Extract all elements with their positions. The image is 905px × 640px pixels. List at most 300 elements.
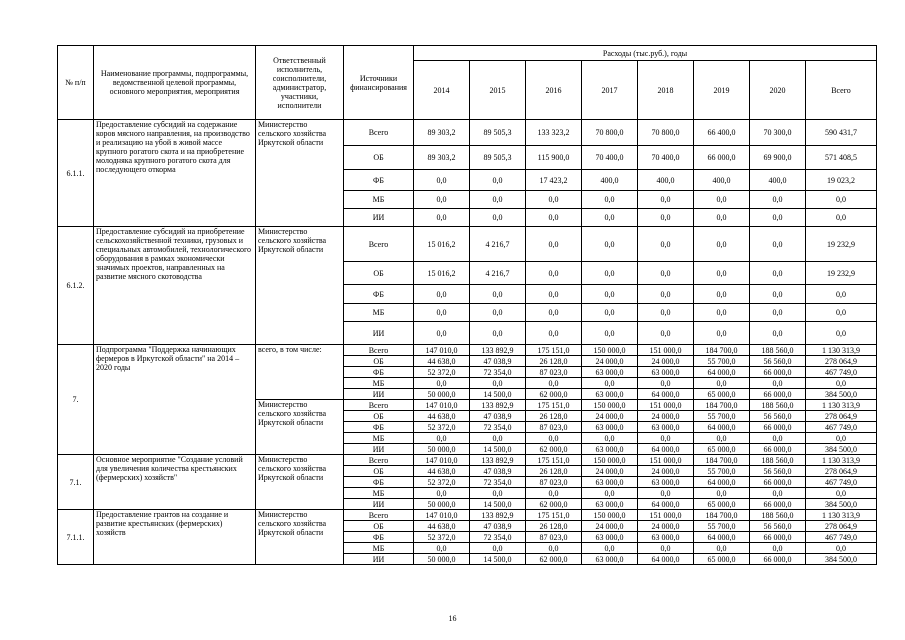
item-responsible: всего, в том числе: — [256, 345, 344, 400]
value-cell: 0,0 — [694, 262, 750, 285]
value-cell: 44 638,0 — [414, 356, 470, 367]
total-cell: 1 130 313,9 — [806, 400, 877, 411]
table-body — [58, 120, 877, 565]
value-cell: 400,0 — [694, 170, 750, 191]
value-cell: 72 354,0 — [470, 422, 526, 433]
header-year: 2020 — [750, 61, 806, 120]
total-cell: 278 064,9 — [806, 466, 877, 477]
value-cell: 63 000,0 — [582, 444, 638, 455]
value-cell: 0,0 — [470, 488, 526, 499]
value-cell: 133 892,9 — [470, 345, 526, 356]
value-cell: 47 038,9 — [470, 411, 526, 422]
table-row — [58, 510, 877, 521]
value-cell: 0,0 — [750, 262, 806, 285]
total-cell: 278 064,9 — [806, 356, 877, 367]
header-expenses: Расходы (тыс.руб.), годы — [414, 46, 877, 61]
value-cell: 70 800,0 — [638, 120, 694, 146]
total-cell: 467 749,0 — [806, 532, 877, 543]
total-cell: 0,0 — [806, 322, 877, 345]
header-year: 2019 — [694, 61, 750, 120]
value-cell: 151 000,0 — [638, 400, 694, 411]
value-cell: 72 354,0 — [470, 532, 526, 543]
value-cell: 24 000,0 — [638, 411, 694, 422]
total-cell: 278 064,9 — [806, 411, 877, 422]
value-cell: 63 000,0 — [582, 367, 638, 378]
value-cell: 70 300,0 — [750, 120, 806, 146]
value-cell: 0,0 — [526, 378, 582, 389]
header-total: Всего — [806, 61, 877, 120]
value-cell: 89 505,3 — [470, 146, 526, 170]
total-cell: 0,0 — [806, 304, 877, 322]
value-cell: 0,0 — [750, 191, 806, 209]
value-cell: 150 000,0 — [582, 455, 638, 466]
total-cell: 1 130 313,9 — [806, 510, 877, 521]
item-number: 7. — [58, 345, 94, 455]
value-cell: 0,0 — [750, 227, 806, 262]
value-cell: 55 700,0 — [694, 411, 750, 422]
total-cell: 19 232,9 — [806, 227, 877, 262]
value-cell: 52 372,0 — [414, 422, 470, 433]
value-cell: 0,0 — [526, 488, 582, 499]
value-cell: 150 000,0 — [582, 510, 638, 521]
item-number: 6.1.2. — [58, 227, 94, 345]
value-cell: 64 000,0 — [638, 554, 694, 565]
value-cell: 0,0 — [750, 433, 806, 444]
value-cell: 0,0 — [638, 227, 694, 262]
value-cell: 184 700,0 — [694, 400, 750, 411]
total-cell: 384 500,0 — [806, 554, 877, 565]
source-cell: ФБ — [344, 285, 414, 304]
item-name: Основное мероприятие "Создание условий для увеличения количества крестьянских (фермерских) хозяйств" — [94, 455, 256, 510]
value-cell: 50 000,0 — [414, 499, 470, 510]
value-cell: 63 000,0 — [582, 477, 638, 488]
finance-table — [57, 45, 877, 565]
value-cell: 147 010,0 — [414, 510, 470, 521]
value-cell: 0,0 — [526, 285, 582, 304]
value-cell: 0,0 — [694, 209, 750, 227]
source-cell: ИИ — [344, 499, 414, 510]
header-source: Источники финансирования — [344, 46, 414, 120]
table-row — [58, 227, 877, 262]
value-cell: 400,0 — [638, 170, 694, 191]
value-cell: 56 560,0 — [750, 466, 806, 477]
value-cell: 175 151,0 — [526, 400, 582, 411]
value-cell: 133 892,9 — [470, 455, 526, 466]
value-cell: 56 560,0 — [750, 521, 806, 532]
value-cell: 24 000,0 — [582, 521, 638, 532]
value-cell: 0,0 — [470, 170, 526, 191]
value-cell: 0,0 — [694, 304, 750, 322]
value-cell: 0,0 — [470, 285, 526, 304]
value-cell: 24 000,0 — [638, 356, 694, 367]
value-cell: 0,0 — [526, 227, 582, 262]
value-cell: 24 000,0 — [582, 466, 638, 477]
source-cell: ФБ — [344, 422, 414, 433]
total-cell: 384 500,0 — [806, 499, 877, 510]
value-cell: 0,0 — [470, 191, 526, 209]
value-cell: 0,0 — [694, 543, 750, 554]
item-responsible: Министерство сельского хозяйства Иркутской области — [256, 510, 344, 565]
value-cell: 400,0 — [750, 170, 806, 191]
value-cell: 0,0 — [638, 262, 694, 285]
value-cell: 87 023,0 — [526, 477, 582, 488]
total-cell: 19 232,9 — [806, 262, 877, 285]
value-cell: 0,0 — [414, 209, 470, 227]
value-cell: 47 038,9 — [470, 466, 526, 477]
value-cell: 66 000,0 — [694, 146, 750, 170]
value-cell: 150 000,0 — [582, 400, 638, 411]
value-cell: 0,0 — [582, 262, 638, 285]
total-cell: 0,0 — [806, 209, 877, 227]
value-cell: 89 303,2 — [414, 120, 470, 146]
header-year: 2017 — [582, 61, 638, 120]
value-cell: 63 000,0 — [582, 389, 638, 400]
value-cell: 0,0 — [526, 543, 582, 554]
value-cell: 72 354,0 — [470, 477, 526, 488]
value-cell: 0,0 — [582, 191, 638, 209]
value-cell: 15 016,2 — [414, 227, 470, 262]
value-cell: 63 000,0 — [638, 532, 694, 543]
value-cell: 63 000,0 — [582, 422, 638, 433]
value-cell: 62 000,0 — [526, 444, 582, 455]
value-cell: 47 038,9 — [470, 356, 526, 367]
value-cell: 0,0 — [638, 322, 694, 345]
value-cell: 87 023,0 — [526, 422, 582, 433]
value-cell: 0,0 — [470, 543, 526, 554]
value-cell: 0,0 — [750, 543, 806, 554]
source-cell: ИИ — [344, 209, 414, 227]
value-cell: 0,0 — [414, 170, 470, 191]
value-cell: 72 354,0 — [470, 367, 526, 378]
value-cell: 0,0 — [414, 433, 470, 444]
value-cell: 0,0 — [526, 433, 582, 444]
value-cell: 63 000,0 — [638, 367, 694, 378]
value-cell: 4 216,7 — [470, 262, 526, 285]
header-responsible: Ответственный исполнитель, соисполнители, администратор, участники, исполнители — [256, 46, 344, 120]
item-number: 6.1.1. — [58, 120, 94, 227]
value-cell: 0,0 — [470, 433, 526, 444]
value-cell: 0,0 — [470, 304, 526, 322]
header-year: 2015 — [470, 61, 526, 120]
value-cell: 147 010,0 — [414, 455, 470, 466]
value-cell: 66 000,0 — [750, 422, 806, 433]
value-cell: 56 560,0 — [750, 411, 806, 422]
item-number: 7.1. — [58, 455, 94, 510]
value-cell: 0,0 — [470, 378, 526, 389]
value-cell: 0,0 — [414, 304, 470, 322]
value-cell: 24 000,0 — [638, 521, 694, 532]
value-cell: 0,0 — [582, 227, 638, 262]
total-cell: 467 749,0 — [806, 422, 877, 433]
value-cell: 24 000,0 — [582, 356, 638, 367]
source-cell: МБ — [344, 543, 414, 554]
value-cell: 400,0 — [582, 170, 638, 191]
value-cell: 0,0 — [638, 543, 694, 554]
value-cell: 184 700,0 — [694, 345, 750, 356]
value-cell: 55 700,0 — [694, 356, 750, 367]
total-cell: 278 064,9 — [806, 521, 877, 532]
source-cell: Всего — [344, 455, 414, 466]
item-responsible: Министерство сельского хозяйства Иркутской области — [256, 455, 344, 510]
source-cell: ОБ — [344, 262, 414, 285]
total-cell: 0,0 — [806, 433, 877, 444]
source-cell: ФБ — [344, 367, 414, 378]
value-cell: 151 000,0 — [638, 510, 694, 521]
value-cell: 66 000,0 — [750, 477, 806, 488]
table-row — [58, 455, 877, 466]
item-number: 7.1.1. — [58, 510, 94, 565]
value-cell: 0,0 — [582, 543, 638, 554]
value-cell: 188 560,0 — [750, 455, 806, 466]
value-cell: 26 128,0 — [526, 521, 582, 532]
value-cell: 64 000,0 — [694, 532, 750, 543]
source-cell: ОБ — [344, 466, 414, 477]
value-cell: 175 151,0 — [526, 455, 582, 466]
value-cell: 0,0 — [582, 285, 638, 304]
source-cell: ИИ — [344, 444, 414, 455]
value-cell: 0,0 — [470, 209, 526, 227]
total-cell: 590 431,7 — [806, 120, 877, 146]
source-cell: ОБ — [344, 411, 414, 422]
value-cell: 66 000,0 — [750, 367, 806, 378]
value-cell: 0,0 — [470, 322, 526, 345]
total-cell: 0,0 — [806, 488, 877, 499]
value-cell: 175 151,0 — [526, 510, 582, 521]
value-cell: 64 000,0 — [694, 367, 750, 378]
value-cell: 64 000,0 — [638, 499, 694, 510]
value-cell: 14 500,0 — [470, 389, 526, 400]
source-cell: ФБ — [344, 477, 414, 488]
source-cell: ОБ — [344, 356, 414, 367]
value-cell: 0,0 — [638, 191, 694, 209]
source-cell: ИИ — [344, 389, 414, 400]
value-cell: 0,0 — [414, 322, 470, 345]
header-num: № п/п — [58, 46, 94, 120]
value-cell: 147 010,0 — [414, 400, 470, 411]
total-cell: 0,0 — [806, 191, 877, 209]
value-cell: 63 000,0 — [582, 554, 638, 565]
value-cell: 24 000,0 — [582, 411, 638, 422]
value-cell: 0,0 — [638, 488, 694, 499]
value-cell: 70 400,0 — [582, 146, 638, 170]
source-cell: Всего — [344, 345, 414, 356]
value-cell: 0,0 — [694, 488, 750, 499]
value-cell: 184 700,0 — [694, 510, 750, 521]
header-year: 2018 — [638, 61, 694, 120]
value-cell: 0,0 — [750, 209, 806, 227]
source-cell: Всего — [344, 510, 414, 521]
source-cell: МБ — [344, 304, 414, 322]
value-cell: 65 000,0 — [694, 444, 750, 455]
item-name: Предоставление субсидий на приобретение сельскохозяйственной техники, грузовых и специальных автомобилей, технологического оборудования в рамках экономически значимых проектов, направленных на развитие мясного скотоводства — [94, 227, 256, 345]
value-cell: 0,0 — [414, 378, 470, 389]
value-cell: 0,0 — [526, 209, 582, 227]
value-cell: 52 372,0 — [414, 477, 470, 488]
value-cell: 0,0 — [750, 322, 806, 345]
value-cell: 0,0 — [414, 543, 470, 554]
value-cell: 0,0 — [638, 433, 694, 444]
value-cell: 188 560,0 — [750, 400, 806, 411]
value-cell: 151 000,0 — [638, 455, 694, 466]
value-cell: 55 700,0 — [694, 466, 750, 477]
value-cell: 188 560,0 — [750, 510, 806, 521]
value-cell: 0,0 — [694, 322, 750, 345]
value-cell: 133 323,2 — [526, 120, 582, 146]
value-cell: 14 500,0 — [470, 444, 526, 455]
value-cell: 52 372,0 — [414, 367, 470, 378]
value-cell: 0,0 — [526, 191, 582, 209]
value-cell: 63 000,0 — [638, 477, 694, 488]
value-cell: 44 638,0 — [414, 521, 470, 532]
value-cell: 133 892,9 — [470, 510, 526, 521]
value-cell: 70 800,0 — [582, 120, 638, 146]
value-cell: 0,0 — [582, 209, 638, 227]
value-cell: 64 000,0 — [638, 444, 694, 455]
source-cell: МБ — [344, 433, 414, 444]
source-cell: Всего — [344, 227, 414, 262]
value-cell: 0,0 — [526, 304, 582, 322]
total-cell: 467 749,0 — [806, 367, 877, 378]
source-cell: ИИ — [344, 554, 414, 565]
value-cell: 0,0 — [414, 488, 470, 499]
value-cell: 64 000,0 — [694, 422, 750, 433]
value-cell: 147 010,0 — [414, 345, 470, 356]
value-cell: 66 000,0 — [750, 499, 806, 510]
value-cell: 89 505,3 — [470, 120, 526, 146]
value-cell: 0,0 — [638, 285, 694, 304]
value-cell: 0,0 — [414, 285, 470, 304]
value-cell: 115 900,0 — [526, 146, 582, 170]
value-cell: 63 000,0 — [582, 532, 638, 543]
value-cell: 15 016,2 — [414, 262, 470, 285]
value-cell: 50 000,0 — [414, 554, 470, 565]
value-cell: 0,0 — [526, 262, 582, 285]
value-cell: 66 000,0 — [750, 389, 806, 400]
value-cell: 62 000,0 — [526, 389, 582, 400]
total-cell: 467 749,0 — [806, 477, 877, 488]
value-cell: 44 638,0 — [414, 411, 470, 422]
value-cell: 0,0 — [694, 227, 750, 262]
value-cell: 87 023,0 — [526, 532, 582, 543]
value-cell: 26 128,0 — [526, 411, 582, 422]
value-cell: 175 151,0 — [526, 345, 582, 356]
value-cell: 14 500,0 — [470, 554, 526, 565]
total-cell: 384 500,0 — [806, 389, 877, 400]
value-cell: 55 700,0 — [694, 521, 750, 532]
value-cell: 14 500,0 — [470, 499, 526, 510]
header-year: 2016 — [526, 61, 582, 120]
total-cell: 0,0 — [806, 543, 877, 554]
value-cell: 62 000,0 — [526, 499, 582, 510]
value-cell: 65 000,0 — [694, 389, 750, 400]
source-cell: ФБ — [344, 170, 414, 191]
value-cell: 44 638,0 — [414, 466, 470, 477]
value-cell: 24 000,0 — [638, 466, 694, 477]
value-cell: 70 400,0 — [638, 146, 694, 170]
total-cell: 1 130 313,9 — [806, 345, 877, 356]
item-name: Подпрограмма "Поддержка начинающих фермеров в Иркутской области" на 2014 – 2020 годы — [94, 345, 256, 455]
value-cell: 151 000,0 — [638, 345, 694, 356]
source-cell: МБ — [344, 191, 414, 209]
total-cell: 0,0 — [806, 285, 877, 304]
value-cell: 0,0 — [582, 304, 638, 322]
value-cell: 0,0 — [750, 304, 806, 322]
value-cell: 0,0 — [582, 322, 638, 345]
table-row — [58, 345, 877, 356]
value-cell: 0,0 — [694, 378, 750, 389]
value-cell: 89 303,2 — [414, 146, 470, 170]
value-cell: 62 000,0 — [526, 554, 582, 565]
value-cell: 26 128,0 — [526, 356, 582, 367]
value-cell: 0,0 — [638, 304, 694, 322]
value-cell: 66 400,0 — [694, 120, 750, 146]
value-cell: 63 000,0 — [582, 499, 638, 510]
header-name: Наименование программы, подпрограммы, ведомственной целевой программы, основного мероприятия, мероприятия — [94, 46, 256, 120]
value-cell: 50 000,0 — [414, 389, 470, 400]
source-cell: Всего — [344, 120, 414, 146]
value-cell: 0,0 — [750, 285, 806, 304]
source-cell: ОБ — [344, 521, 414, 532]
source-cell: ФБ — [344, 532, 414, 543]
value-cell: 0,0 — [750, 488, 806, 499]
value-cell: 69 900,0 — [750, 146, 806, 170]
value-cell: 50 000,0 — [414, 444, 470, 455]
total-cell: 0,0 — [806, 378, 877, 389]
value-cell: 65 000,0 — [694, 554, 750, 565]
total-cell: 571 408,5 — [806, 146, 877, 170]
value-cell: 56 560,0 — [750, 356, 806, 367]
header-year: 2014 — [414, 61, 470, 120]
value-cell: 17 423,2 — [526, 170, 582, 191]
value-cell: 66 000,0 — [750, 532, 806, 543]
value-cell: 0,0 — [526, 322, 582, 345]
value-cell: 65 000,0 — [694, 499, 750, 510]
value-cell: 0,0 — [582, 378, 638, 389]
value-cell: 66 000,0 — [750, 444, 806, 455]
table-row — [58, 120, 877, 146]
value-cell: 0,0 — [638, 209, 694, 227]
source-cell: МБ — [344, 378, 414, 389]
total-cell: 1 130 313,9 — [806, 455, 877, 466]
source-cell: Всего — [344, 400, 414, 411]
value-cell: 66 000,0 — [750, 554, 806, 565]
value-cell: 150 000,0 — [582, 345, 638, 356]
value-cell: 63 000,0 — [638, 422, 694, 433]
value-cell: 0,0 — [750, 378, 806, 389]
item-responsible: Министерство сельского хозяйства Иркутской области — [256, 400, 344, 455]
item-responsible: Министерство сельского хозяйства Иркутской области — [256, 227, 344, 345]
item-name: Предоставление субсидий на содержание коров мясного направления, на производство и реализацию на убой в живой массе крупного рогатого скота и на приобретение молодняка крупного рогатого скота для последующего откорма — [94, 120, 256, 227]
source-cell: ОБ — [344, 146, 414, 170]
value-cell: 0,0 — [582, 488, 638, 499]
value-cell: 188 560,0 — [750, 345, 806, 356]
item-responsible: Министерство сельского хозяйства Иркутской области — [256, 120, 344, 227]
value-cell: 133 892,9 — [470, 400, 526, 411]
value-cell: 47 038,9 — [470, 521, 526, 532]
item-name: Предоставление грантов на создание и развитие крестьянских (фермерских) хозяйств — [94, 510, 256, 565]
value-cell: 52 372,0 — [414, 532, 470, 543]
value-cell: 0,0 — [638, 378, 694, 389]
total-cell: 19 023,2 — [806, 170, 877, 191]
value-cell: 184 700,0 — [694, 455, 750, 466]
value-cell: 64 000,0 — [694, 477, 750, 488]
source-cell: ИИ — [344, 322, 414, 345]
source-cell: МБ — [344, 488, 414, 499]
value-cell: 0,0 — [414, 191, 470, 209]
total-cell: 384 500,0 — [806, 444, 877, 455]
page-number: 16 — [448, 614, 457, 623]
value-cell: 26 128,0 — [526, 466, 582, 477]
